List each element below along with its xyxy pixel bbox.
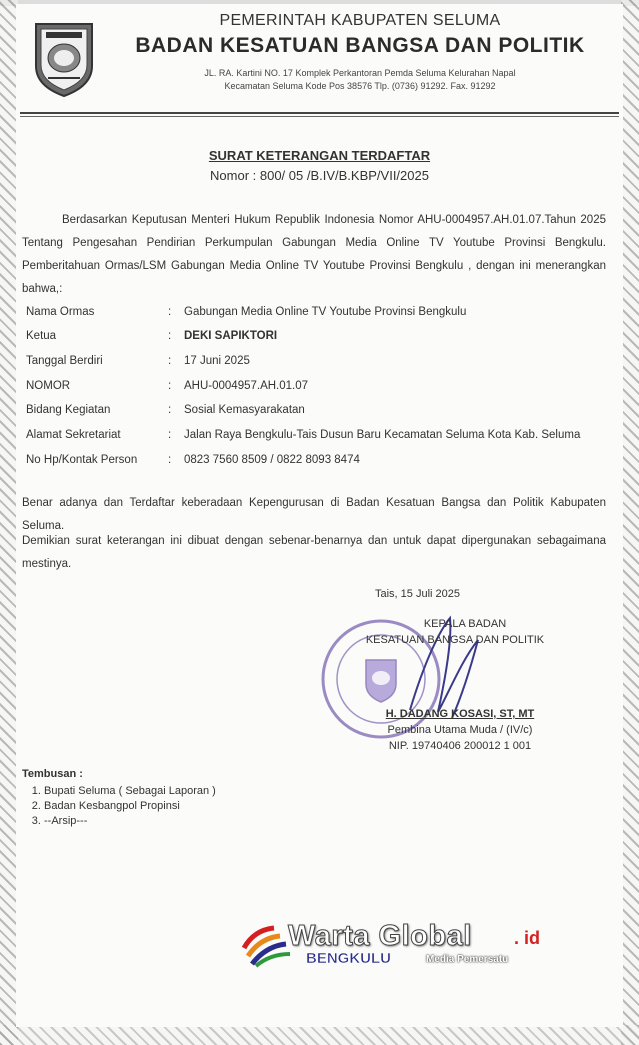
header-agency-name: BADAN KESATUAN BANGSA DAN POLITIK bbox=[135, 34, 585, 57]
seluma-emblem-icon bbox=[28, 20, 100, 98]
detail-colon: : bbox=[168, 330, 172, 342]
carbon-copy-label: Tembusan : bbox=[22, 768, 83, 780]
detail-colon: : bbox=[168, 429, 172, 441]
detail-value: Gabungan Media Online TV Youtube Provinsi Bengkulu bbox=[184, 306, 467, 318]
watermark-logo bbox=[240, 918, 570, 978]
opening-paragraph: Berdasarkan Keputusan Menteri Hukum Republik Indonesia Nomor AHU-0004957.AH.01.07.Tahun 2025 Tentang Pengesahan Pendirian Perkumpulan Gabungan Media Online TV Youtube Provinsi Bengkulu. Pemberitahuan Ormas/LSM Gabungan Media Online TV Youtube Provinsi Bengkulu , dengan ini menerangkan bahwa,: bbox=[22, 214, 606, 295]
detail-label: Nama Ormas bbox=[26, 306, 95, 318]
document-title: SURAT KETERANGAN TERDAFTAR bbox=[208, 148, 431, 163]
header-address-line1: JL. RA. Kartini NO. 17 Komplek Perkantoran Pemda Seluma Kelurahan Napal bbox=[204, 68, 516, 78]
list-item: 1. Bupati Seluma ( Sebagai Laporan ) bbox=[44, 784, 216, 799]
detail-value: Jalan Raya Bengkulu-Tais Dusun Baru Kecamatan Seluma Kota Kab. Seluma bbox=[184, 429, 581, 441]
list-item: 3. --Arsip--- bbox=[44, 814, 216, 829]
detail-label: Tanggal Berdiri bbox=[26, 355, 103, 367]
detail-colon: : bbox=[168, 306, 172, 318]
detail-value: AHU-0004957.AH.01.07 bbox=[184, 380, 309, 392]
watermark-domain: . id bbox=[514, 928, 540, 948]
signer-rank: Pembina Utama Muda / (IV/c) bbox=[387, 724, 533, 736]
carbon-copy-section bbox=[22, 768, 216, 829]
signer-position-line2: KESATUAN BANGSA DAN POLITIK bbox=[365, 634, 545, 646]
watermark-subtitle: BENGKULU bbox=[306, 950, 391, 967]
document-number: Nomor : 800/ 05 /B.IV/B.KBP/VII/2025 bbox=[210, 168, 429, 183]
signer-position-line1: KEPALA BADAN bbox=[423, 618, 507, 630]
detail-value: DEKI SAPIKTORI bbox=[184, 330, 278, 342]
header-divider-thin bbox=[20, 116, 619, 117]
header-government-line: PEMERINTAH KABUPATEN SELUMA bbox=[219, 12, 501, 29]
detail-value: 17 Juni 2025 bbox=[184, 355, 250, 367]
perforated-bottom-edge bbox=[0, 1025, 639, 1045]
signer-nip: NIP. 19740406 200012 1 001 bbox=[388, 740, 532, 752]
detail-label: Ketua bbox=[26, 330, 57, 342]
detail-label: Alamat Sekretariat bbox=[26, 429, 121, 441]
detail-value: 0823 7560 8509 / 0822 8093 8474 bbox=[184, 454, 360, 466]
detail-label: No Hp/Kontak Person bbox=[26, 454, 138, 466]
detail-colon: : bbox=[168, 380, 172, 392]
detail-label: NOMOR bbox=[26, 380, 71, 392]
signing-date: Tais, 15 Juli 2025 bbox=[375, 588, 460, 600]
signer-name: H. DADANG KOSASI, ST, MT bbox=[385, 708, 535, 720]
list-item: 2. Badan Kesbangpol Propinsi bbox=[44, 799, 216, 814]
detail-value: Sosial Kemasyarakatan bbox=[184, 404, 305, 416]
detail-label: Bidang Kegiatan bbox=[26, 404, 111, 416]
watermark-tagline: Media Pemersatu bbox=[426, 954, 509, 965]
detail-colon: : bbox=[168, 454, 172, 466]
carbon-copy-list bbox=[22, 784, 216, 829]
registration-paragraph: Benar adanya dan Terdaftar keberadaan Kepengurusan di Badan Kesatuan Bangsa dan Politik Kabupaten Seluma. bbox=[22, 497, 606, 532]
warta-global-logo-icon bbox=[240, 922, 292, 968]
detail-colon: : bbox=[168, 404, 172, 416]
watermark-title: Warta Global bbox=[288, 920, 472, 952]
header-address-line2: Kecamatan Seluma Kode Pos 38576 Tlp. (0736) 91292. Fax. 91292 bbox=[224, 81, 496, 91]
detail-colon: : bbox=[168, 355, 172, 367]
header-divider-thick bbox=[20, 112, 619, 114]
closing-paragraph: Demikian surat keterangan ini dibuat dengan sebenar-benarnya dan untuk dapat dipergunakan sebagaimana mestinya. bbox=[22, 535, 606, 570]
